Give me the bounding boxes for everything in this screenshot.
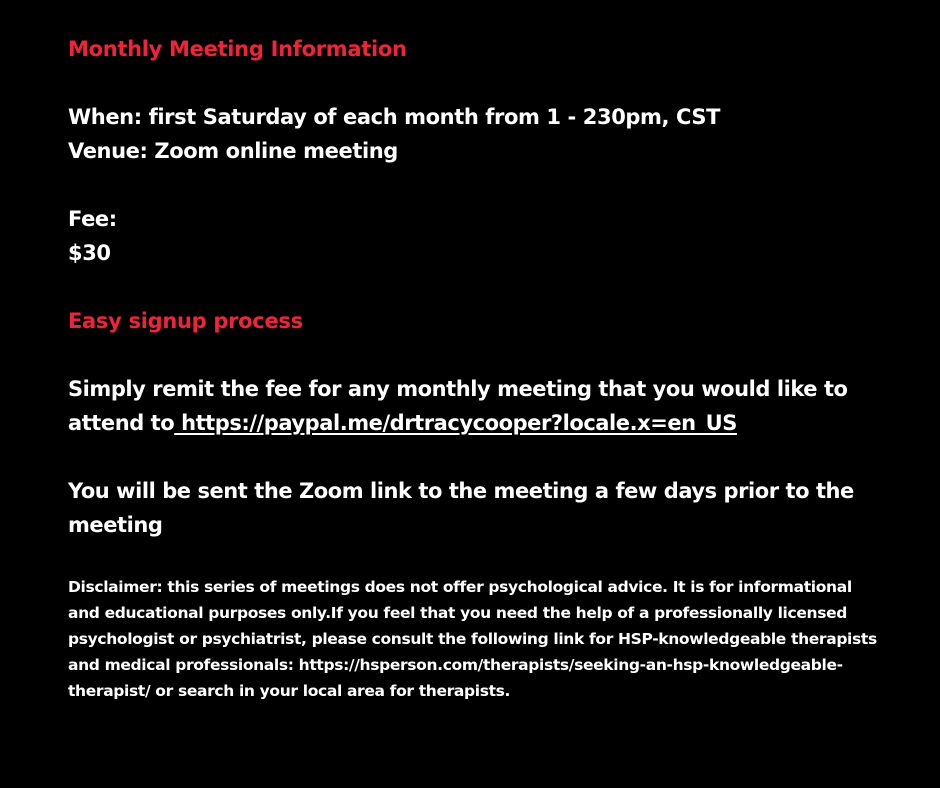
when-line: When: first Saturday of each month from 1 - 230pm, CST (68, 105, 721, 129)
venue-line: Venue: Zoom online meeting (68, 139, 398, 163)
fee-label: Fee: (68, 207, 117, 231)
disclaimer-text: Disclaimer: this series of meetings does not offer psychological advice. It is for informational and educational purposes only.If you feel that you need the help of a professionally licensed psychologist or psychiatrist, please consult the following link for HSP-knowledgeable therapists and medical professionals: https://hsperson.com/therapists/seeking-an-hsp-knowledgeable-therapist/ or search in your local area for therapists. (68, 578, 877, 700)
paypal-link[interactable]: https://paypal.me/drtracycooper?locale.x=en_US (174, 411, 737, 435)
remit-text: Simply remit the fee for any monthly meeting that you would like to attend to (68, 377, 848, 435)
remit-paragraph (68, 372, 878, 440)
meeting-info-heading: Monthly Meeting Information (68, 37, 407, 61)
fee-value: $30 (68, 241, 111, 265)
signup-heading: Easy signup process (68, 309, 303, 333)
zoom-link-paragraph: You will be sent the Zoom link to the meeting a few days prior to the meeting (68, 479, 854, 537)
